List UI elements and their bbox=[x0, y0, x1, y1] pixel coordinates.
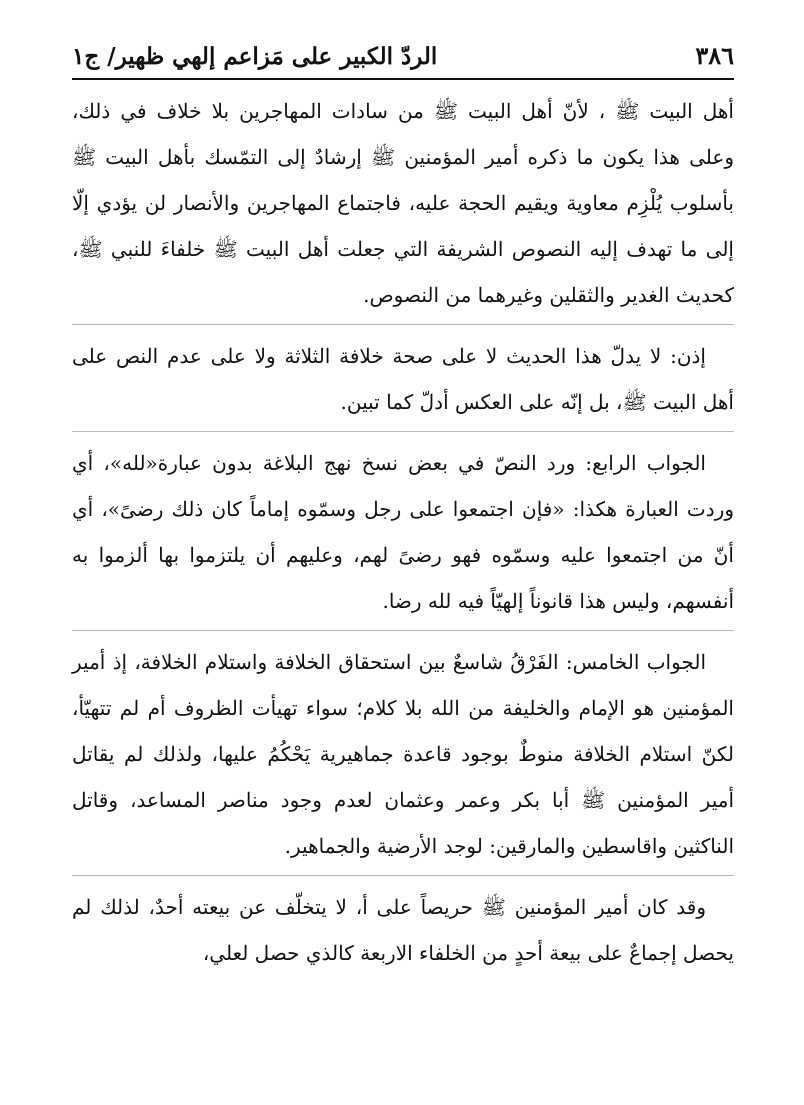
paragraph-2: إذن: لا يدلّ هذا الحديث لا على صحة خلافة الثلاثة ولا على عدم النص على أهل البيت ﷺ، بل إنّه على العكس أدلّ كما تبين. bbox=[72, 344, 734, 414]
paragraph-1: أهل البيت ﷺ ، لأنّ أهل البيت ﷺ من سادات المهاجرين بلا خلاف في ذلك، وعلى هذا يكون ما ذكره أمير المؤمنين ﷺ إرشادٌ إلى التمّسك بأهل البيت ﷺ بأسلوب يُلْزِم معاوية ويقيم الحجة عليه، فاجتماع المهاجرين والأنصار لن يؤدي إلّا إلى ما تهدف إليه النصوص الشريفة التي جعلت أهل البيت ﷺ خلفاءَ للنبي ﷺ، كحديث الغدير والثقلين وغيرهما من النصوص. bbox=[72, 99, 734, 307]
paragraph-divider-4 bbox=[72, 875, 734, 876]
paragraph-4: الجواب الخامس: الفَرْقُ شاسعٌ بين استحقاق الخلافة واستلام الخلافة، إذ أمير المؤمنين هو الإمام والخليفة من الله بلا كلام؛ سواء تهيأت الظروف أم لم تتهيّأ، لكنّ استلام الخلافة منوطٌ بوجود قاعدة جماهيرية يَحْكُمُ عليها، ولذلك لم يقاتل أمير المؤمنين ﷺ أبا بكر وعمر وعثمان لعدم وجود مناصر المساعد، وقاتل الناكثين واقاسطين والمارقين: لوجد الأرضية والجماهير. bbox=[72, 650, 734, 858]
paragraph-divider-1 bbox=[72, 324, 734, 325]
header-rule bbox=[72, 78, 734, 80]
paragraph-3: الجواب الرابع: ورد النصّ في بعض نسخ نهج البلاغة بدون عبارة«لله»، أي وردت العبارة هكذا: «فإن اجتمعوا على رجل وسمّوه إماماً كان ذلك رضىً»، أي أنّ من اجتمعوا عليه وسمّوه فهو رضىً لهم، وعليهم أن يلتزموا بها ألزموا به أنفسهم، وليس هذا قانوناً إلهيّاً فيه لله رضا. bbox=[72, 451, 734, 613]
paragraph-divider-3 bbox=[72, 630, 734, 631]
page-body bbox=[72, 88, 734, 976]
page-number: ٣٨٦ bbox=[695, 41, 734, 70]
paragraph-5: وقد كان أمير المؤمنين ﷺ حريصاً على أ، لا يتخلّف عن بيعته أحدٌ، لذلك لم يحصل إجماعٌ على بيعة أحدٍ من الخلفاء الاربعة كالذي حصل لعلي، bbox=[72, 895, 734, 965]
page-header bbox=[72, 22, 734, 70]
paragraph-divider-2 bbox=[72, 431, 734, 432]
running-title: الردّ الكبير على مَزاعم إلهي ظهير/ ج١ bbox=[72, 43, 438, 70]
